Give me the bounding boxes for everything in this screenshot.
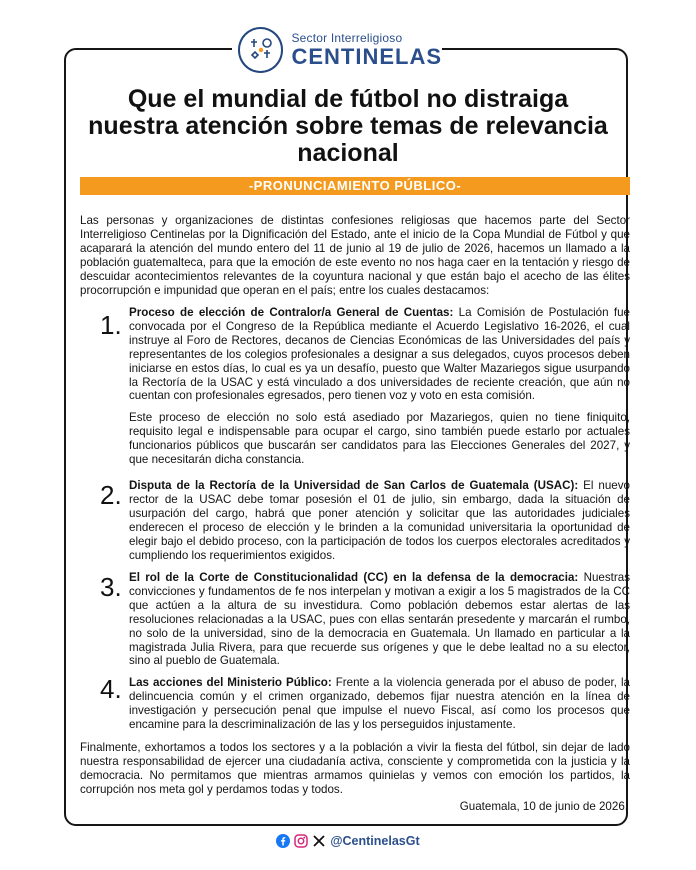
interreligious-symbols-icon [238, 27, 283, 73]
closing-paragraph: Finalmente, exhortamos a todos los sectores y a la población a vivir la fiesta del fútbol, sin dejar de lado nuestra responsabilidad de ejercer una ciudadanía activa, consciente y comprometida con la justicia y la democracia. No permitamos que mientras armamos quinielas y vemos con emoción los partidos, la corrupción nos meta gol y perdamos todas y todos. [80, 741, 630, 796]
section-banner: -PRONUNCIAMIENTO PÚBLICO- [80, 177, 630, 195]
logo-name: CENTINELAS [291, 44, 442, 69]
item-heading: Disputa de la Rectoría de la Universidad de San Carlos de Guatemala (USAC): [129, 479, 579, 492]
document-date: Guatemala, 10 de junio de 2026. [459, 800, 628, 813]
social-handle[interactable]: @CentinelasGt [330, 834, 420, 848]
logo-subtitle: Sector Interreligioso [291, 31, 403, 45]
x-icon[interactable] [312, 834, 326, 848]
list-item [129, 571, 630, 668]
list-item [129, 306, 630, 403]
item-text-continued: Este proceso de elección no solo está asediado por Mazariegos, quien no tiene finiquito, requisito legal e indispensable para ocupar el cargo, sino también puede estarlo por actuales funcionarios públicos que buscarán ser candidatos para las Elecciones Generales del 2027, y que necesitarán dicha constancia. [129, 411, 630, 466]
list-item [129, 676, 630, 732]
item-heading: El rol de la Corte de Constitucionalidad (CC) en la defensa de la democracia: [129, 571, 579, 584]
list-item [129, 479, 630, 562]
item-number: 4. [100, 674, 122, 704]
centinelas-logo [232, 22, 442, 78]
item-number: 2. [100, 480, 122, 510]
item-heading: Las acciones del Ministerio Público: [129, 676, 332, 689]
facebook-icon[interactable] [276, 834, 290, 848]
item-text: Nuestras convicciones y fundamentos de fe nos interpelan y motivan a exigir a los 5 magistrados de la CC que actúen a la altura de su investidura. Como población debemos estar alertas de las resoluciones relacionadas a la USAC, pues con ellas sentarán presedente y marcarán el rumbo, no solo de la universidad, sino de la democracia en Guatemala. Un llamado en particular a la magistrada Julia Rivera, para que recuerde sus orígenes y que le debe lealtad no a su elector, sino al pueblo de Guatemala. [129, 571, 630, 668]
item-text: La Comisión de Postulación fue convocada por el Congreso de la República mediante el Acuerdo Legislativo 16-2026, el cual instruye al Foro de Rectores, decanos de Ciencias Económicas de las Universidades del país y representantes de los colegios profesionales a designar a sus delegados, cuyos procesos deben iniciarse en estos días, lo cual es ya un desafío, puesto que Walter Mazariegos sigue usurpando la Rectoría de la USAC y está vinculado a dos universidades de reciente creación, que aún no cuentan con profesionales egresados, pero tienen voz y voto en esta comisión. [129, 306, 630, 403]
page-title: Que el mundial de fútbol no distraiga nuestra atención sobre temas de relevancia nacional [88, 85, 608, 167]
item-number: 1. [100, 310, 122, 340]
social-footer [0, 834, 696, 848]
item-text: Frente a la violencia generada por el abuso de poder, la delincuencia común y el crimen organizado, debemos fijar nuestra atención en la línea de investigación y persecución penal que impulse el nuevo Fiscal, así como los procesos que encamine para la descriminalización de las y los perseguidos injustamente. [129, 676, 630, 731]
item-heading: Proceso de elección de Contralor/a General de Cuentas: [129, 306, 454, 319]
instagram-icon[interactable] [294, 834, 308, 848]
item-number: 3. [100, 572, 122, 602]
item-text: El nuevo rector de la USAC debe tomar posesión el 01 de julio, sin embargo, dada la situación de usurpación del cargo, habrá que poner atención y solicitar que las autoridades judiciales enderecen el proceso de elección y le brinden a la comunidad universitaria la oportunidad de elegir bajo el debido proceso, con la participación de todos los cuerpos electorales acreditados y cumpliendo los requerimientos exigidos. [129, 479, 630, 562]
intro-paragraph: Las personas y organizaciones de distintas confesiones religiosas que hacemos parte del Sector Interreligioso Centinelas por la Dignificación del Estado, ante el inicio de la Copa Mundial de Fútbol y que acaparará la atención del mundo entero del 11 de junio al 19 de julio de 2026, hacemos un llamado a la población guatemalteca, para que la emoción de este evento no nos haga caer en la tentación y riesgo de descuidar acontecimientos relevantes de la coyuntura nacional y que están bajo el acecho de las élites procorrupción e impunidad que operan en el país; entre los cuales destacamos: [80, 214, 630, 297]
